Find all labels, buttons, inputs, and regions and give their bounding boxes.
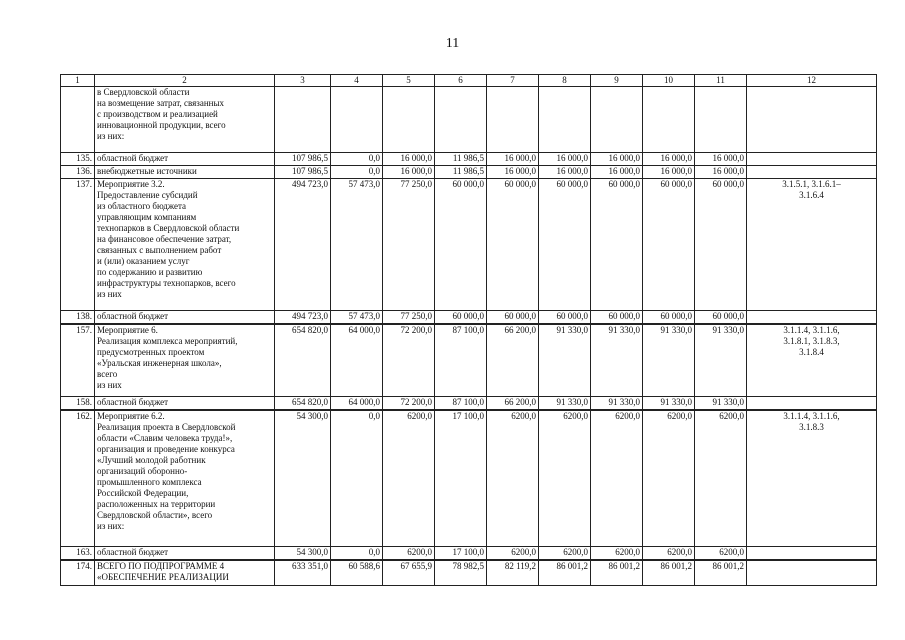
value-cell: 72 200,0 xyxy=(383,397,435,410)
header-cell: 5 xyxy=(383,75,435,87)
target-code-cell xyxy=(747,547,877,560)
value-cell: 16 000,0 xyxy=(591,166,643,179)
row-number-cell: 137. xyxy=(61,179,95,311)
value-cell: 16 000,0 xyxy=(695,166,747,179)
value-cell xyxy=(383,87,435,153)
value-cell: 57 473,0 xyxy=(331,179,383,311)
header-cell: 6 xyxy=(435,75,487,87)
value-cell: 57 473,0 xyxy=(331,311,383,324)
value-cell: 72 200,0 xyxy=(383,324,435,397)
value-cell: 60 588,6 xyxy=(331,560,383,586)
header-cell: 1 xyxy=(61,75,95,87)
target-code-cell: 3.1.1.4, 3.1.1.6, 3.1.8.1, 3.1.8.3, 3.1.8.4 xyxy=(747,324,877,397)
value-cell: 91 330,0 xyxy=(695,324,747,397)
header-cell: 3 xyxy=(275,75,331,87)
value-cell: 16 000,0 xyxy=(383,153,435,166)
value-cell: 494 723,0 xyxy=(275,179,331,311)
value-cell: 0,0 xyxy=(331,410,383,547)
value-cell: 82 119,2 xyxy=(487,560,539,586)
value-cell: 16 000,0 xyxy=(643,153,695,166)
value-cell: 6200,0 xyxy=(643,410,695,547)
value-cell: 0,0 xyxy=(331,166,383,179)
table-row xyxy=(61,547,877,560)
value-cell: 6200,0 xyxy=(695,410,747,547)
target-code-cell xyxy=(747,87,877,153)
value-cell: 66 200,0 xyxy=(487,397,539,410)
value-cell: 91 330,0 xyxy=(643,324,695,397)
value-cell: 60 000,0 xyxy=(539,179,591,311)
target-code-cell xyxy=(747,560,877,586)
table-row xyxy=(61,166,877,179)
target-code-cell: 3.1.5.1, 3.1.6.1– 3.1.6.4 xyxy=(747,179,877,311)
row-number-cell: 157. xyxy=(61,324,95,397)
value-cell: 60 000,0 xyxy=(539,311,591,324)
value-cell: 91 330,0 xyxy=(591,397,643,410)
value-cell: 0,0 xyxy=(331,547,383,560)
row-number-cell: 158. xyxy=(61,397,95,410)
value-cell xyxy=(695,87,747,153)
target-code-cell xyxy=(747,397,877,410)
value-cell: 6200,0 xyxy=(487,547,539,560)
value-cell: 0,0 xyxy=(331,153,383,166)
value-cell: 6200,0 xyxy=(383,547,435,560)
header-cell: 9 xyxy=(591,75,643,87)
value-cell: 60 000,0 xyxy=(695,179,747,311)
header-cell: 4 xyxy=(331,75,383,87)
value-cell: 60 000,0 xyxy=(435,179,487,311)
value-cell: 11 986,5 xyxy=(435,153,487,166)
table-row xyxy=(61,179,877,311)
value-cell xyxy=(643,87,695,153)
row-number-cell: 163. xyxy=(61,547,95,560)
row-name-cell: Мероприятие 6. Реализация комплекса мероприятий, предусмотренных проектом «Уральская инженерная школа», всего из них xyxy=(95,324,275,397)
table-row xyxy=(61,410,877,547)
table-row xyxy=(61,397,877,410)
value-cell: 54 300,0 xyxy=(275,547,331,560)
value-cell: 6200,0 xyxy=(591,547,643,560)
value-cell: 11 986,5 xyxy=(435,166,487,179)
row-number-cell: 138. xyxy=(61,311,95,324)
row-name-cell: областной бюджет xyxy=(95,397,275,410)
value-cell: 60 000,0 xyxy=(435,311,487,324)
header-cell: 11 xyxy=(695,75,747,87)
value-cell: 78 982,5 xyxy=(435,560,487,586)
value-cell: 16 000,0 xyxy=(487,153,539,166)
value-cell: 16 000,0 xyxy=(487,166,539,179)
target-code-cell xyxy=(747,311,877,324)
value-cell: 91 330,0 xyxy=(643,397,695,410)
row-name-cell: ВСЕГО ПО ПОДПРОГРАММЕ 4 «ОБЕСПЕЧЕНИЕ РЕАЛИЗАЦИИ xyxy=(95,560,275,586)
value-cell: 87 100,0 xyxy=(435,397,487,410)
value-cell: 60 000,0 xyxy=(591,179,643,311)
value-cell: 86 001,2 xyxy=(695,560,747,586)
value-cell: 86 001,2 xyxy=(591,560,643,586)
value-cell: 86 001,2 xyxy=(539,560,591,586)
value-cell: 16 000,0 xyxy=(539,166,591,179)
value-cell: 107 986,5 xyxy=(275,166,331,179)
value-cell: 54 300,0 xyxy=(275,410,331,547)
value-cell xyxy=(591,87,643,153)
value-cell: 654 820,0 xyxy=(275,324,331,397)
header-cell: 7 xyxy=(487,75,539,87)
value-cell: 17 100,0 xyxy=(435,410,487,547)
value-cell: 6200,0 xyxy=(487,410,539,547)
value-cell: 16 000,0 xyxy=(591,153,643,166)
target-code-cell: 3.1.1.4, 3.1.1.6, 3.1.8.3 xyxy=(747,410,877,547)
value-cell: 67 655,9 xyxy=(383,560,435,586)
row-name-cell: областной бюджет xyxy=(95,547,275,560)
header-cell: 2 xyxy=(95,75,275,87)
table-row xyxy=(61,153,877,166)
row-name-cell: в Свердловской области на возмещение затрат, связанных с производством и реализацией инновационной продукции, всего из них: xyxy=(95,87,275,153)
page-number: 11 xyxy=(445,36,460,51)
value-cell: 60 000,0 xyxy=(695,311,747,324)
value-cell: 87 100,0 xyxy=(435,324,487,397)
value-cell: 6200,0 xyxy=(539,410,591,547)
value-cell: 633 351,0 xyxy=(275,560,331,586)
header-row xyxy=(61,75,877,87)
value-cell: 6200,0 xyxy=(695,547,747,560)
target-code-cell xyxy=(747,166,877,179)
value-cell: 86 001,2 xyxy=(643,560,695,586)
row-name-cell: Мероприятие 3.2. Предоставление субсидий из областного бюджета управляющим компаниям технопарков в Свердловской области на финансовое обеспечение затрат, связанных с выполнением работ и (или) оказанием услуг по содержанию и развитию инфраструктуры технопарков, всего из них xyxy=(95,179,275,311)
table-row xyxy=(61,560,877,586)
row-number-cell: 135. xyxy=(61,153,95,166)
value-cell: 60 000,0 xyxy=(591,311,643,324)
row-number-cell: 174. xyxy=(61,560,95,586)
value-cell: 16 000,0 xyxy=(695,153,747,166)
value-cell: 16 000,0 xyxy=(643,166,695,179)
row-number-cell: 162. xyxy=(61,410,95,547)
table-row xyxy=(61,87,877,153)
value-cell: 6200,0 xyxy=(643,547,695,560)
value-cell: 60 000,0 xyxy=(487,311,539,324)
row-number-cell: 136. xyxy=(61,166,95,179)
value-cell: 17 100,0 xyxy=(435,547,487,560)
row-name-cell: областной бюджет xyxy=(95,311,275,324)
value-cell: 60 000,0 xyxy=(487,179,539,311)
value-cell: 91 330,0 xyxy=(695,397,747,410)
value-cell: 66 200,0 xyxy=(487,324,539,397)
value-cell: 64 000,0 xyxy=(331,324,383,397)
value-cell: 91 330,0 xyxy=(539,324,591,397)
value-cell xyxy=(331,87,383,153)
table-row xyxy=(61,324,877,397)
value-cell: 16 000,0 xyxy=(539,153,591,166)
row-name-cell: внебюджетные источники xyxy=(95,166,275,179)
row-name-cell: областной бюджет xyxy=(95,153,275,166)
row-name-cell: Мероприятие 6.2. Реализация проекта в Свердловской области «Славим человека труда!», организация и проведение конкурса «Лучший молодой работник организаций оборонно- промышленного комплекса Российской Федерации, расположенных на территории Свердловской области», всего из них: xyxy=(95,410,275,547)
value-cell: 654 820,0 xyxy=(275,397,331,410)
value-cell: 91 330,0 xyxy=(539,397,591,410)
value-cell: 91 330,0 xyxy=(591,324,643,397)
header-cell: 8 xyxy=(539,75,591,87)
row-number-cell xyxy=(61,87,95,153)
value-cell xyxy=(539,87,591,153)
value-cell: 64 000,0 xyxy=(331,397,383,410)
table-body xyxy=(61,75,877,586)
value-cell: 77 250,0 xyxy=(383,179,435,311)
value-cell: 77 250,0 xyxy=(383,311,435,324)
value-cell xyxy=(275,87,331,153)
budget-table xyxy=(60,74,877,586)
header-cell: 10 xyxy=(643,75,695,87)
table-row xyxy=(61,311,877,324)
target-code-cell xyxy=(747,153,877,166)
value-cell: 60 000,0 xyxy=(643,179,695,311)
header-cell: 12 xyxy=(747,75,877,87)
value-cell xyxy=(435,87,487,153)
value-cell: 60 000,0 xyxy=(643,311,695,324)
value-cell: 16 000,0 xyxy=(383,166,435,179)
value-cell xyxy=(487,87,539,153)
value-cell: 6200,0 xyxy=(383,410,435,547)
value-cell: 6200,0 xyxy=(591,410,643,547)
value-cell: 6200,0 xyxy=(539,547,591,560)
value-cell: 107 986,5 xyxy=(275,153,331,166)
value-cell: 494 723,0 xyxy=(275,311,331,324)
